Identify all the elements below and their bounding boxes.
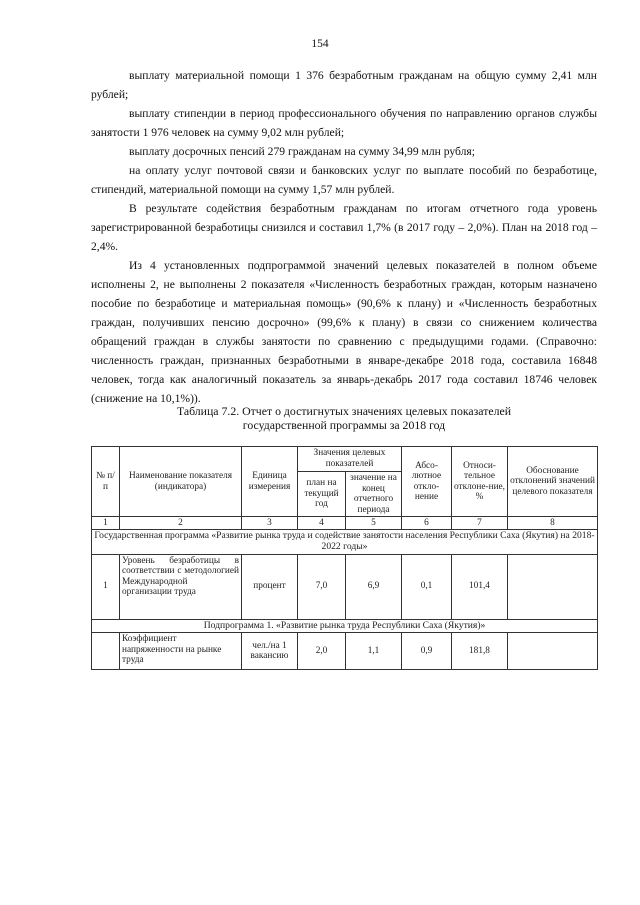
column-number: 1 (92, 517, 120, 530)
report-table (91, 446, 598, 670)
header-actual: значение на конец отчетного периода (346, 472, 402, 517)
column-number: 2 (120, 517, 242, 530)
row-justification (508, 554, 598, 619)
body-text (91, 66, 597, 408)
row-name: Коэффициент напряженности на рынке труда (120, 633, 242, 670)
row-name: Уровень безработицы в соответствии с методологией Международной организации труда (120, 554, 242, 619)
subprogram-section-row (92, 619, 598, 633)
row-actual: 6,9 (346, 554, 402, 619)
column-number: 3 (242, 517, 298, 530)
header-justification: Обоснование отклонений значений целевого показателя (508, 447, 598, 517)
page-number: 154 (311, 38, 329, 50)
row-justification (508, 633, 598, 670)
table-caption-line: Таблица 7.2. Отчет о достигнутых значениях целевых показателей (176, 404, 512, 418)
row-rel: 181,8 (452, 633, 508, 670)
row-plan: 2,0 (298, 633, 346, 670)
column-number: 7 (452, 517, 508, 530)
table-row (92, 633, 598, 670)
row-num (92, 633, 120, 670)
header-values-group: Значения целевых показателей (298, 447, 402, 472)
program-title: Государственная программа «Развитие рынка труда и содействие занятости населения Республики Саха (Якутия) на 2018-2022 годы» (92, 530, 598, 554)
column-number-row (92, 517, 598, 530)
row-unit: чел./на 1 вакансию (242, 633, 298, 670)
paragraph: выплату материальной помощи 1 376 безработным гражданам на общую сумму 2,41 млн рублей; (91, 69, 597, 101)
row-plan: 7,0 (298, 554, 346, 619)
row-abs: 0,1 (402, 554, 452, 619)
header-num: № п/п (92, 447, 120, 517)
table-caption-line: государственной программы за 2018 год (242, 418, 446, 432)
row-abs: 0,9 (402, 633, 452, 670)
row-rel: 101,4 (452, 554, 508, 619)
column-number: 5 (346, 517, 402, 530)
row-unit: процент (242, 554, 298, 619)
header-abs: Абсо-лютное откло-нение (402, 447, 452, 517)
table-caption (91, 404, 597, 432)
subprogram-title: Подпрограмма 1. «Развитие рынка труда Республики Саха (Якутия)» (92, 619, 598, 633)
header-plan: план на текущий год (298, 472, 346, 517)
program-section-row (92, 530, 598, 554)
table-row (92, 554, 598, 619)
paragraph: Из 4 установленных подпрограммой значений целевых показателей в полном объеме исполнены 2, не выполнены 2 показателя «Численность безработных граждан, которым назначено пособие по безработице и материальная помощь» (90,6% к плану) и «Численность безработных граждан, получивших пенсию досрочно» (99,6% к плану) в связи со снижением количества обращений граждан в службы занятости по сравнению с предыдущими годами. (Справочно: численность граждан, признанных безработными в январе-декабре 2018 года, составила 16848 человек, тогда как аналогичный показатель за январь-декабрь 2017 года составил 18746 человек (снижение на 10,1%)). (91, 259, 597, 405)
header-name: Наименование показателя (индикатора) (120, 447, 242, 517)
row-num: 1 (92, 554, 120, 619)
table-header-row (92, 447, 598, 472)
paragraph: выплату стипендии в период профессионального обучения по направлению органов службы занятости 1 976 человек на сумму 9,02 млн рублей; (91, 107, 597, 139)
row-actual: 1,1 (346, 633, 402, 670)
paragraph: В результате содействия безработным гражданам по итогам отчетного года уровень зарегистрированной безработицы снизился и составил 1,7% (в 2017 году – 2,0%). План на 2018 год – 2,4%. (91, 202, 597, 253)
column-number: 4 (298, 517, 346, 530)
header-rel: Относи-тельное отклоне-ние, % (452, 447, 508, 517)
paragraph: на оплату услуг почтовой связи и банковских услуг по выплате пособий по безработице, стипендий, материальной помощи на сумму 1,57 млн рублей. (91, 164, 597, 196)
column-number: 6 (402, 517, 452, 530)
column-number: 8 (508, 517, 598, 530)
paragraph: выплату досрочных пенсий 279 гражданам на сумму 34,99 млн рубля; (129, 145, 475, 158)
header-unit: Единица измерения (242, 447, 298, 517)
